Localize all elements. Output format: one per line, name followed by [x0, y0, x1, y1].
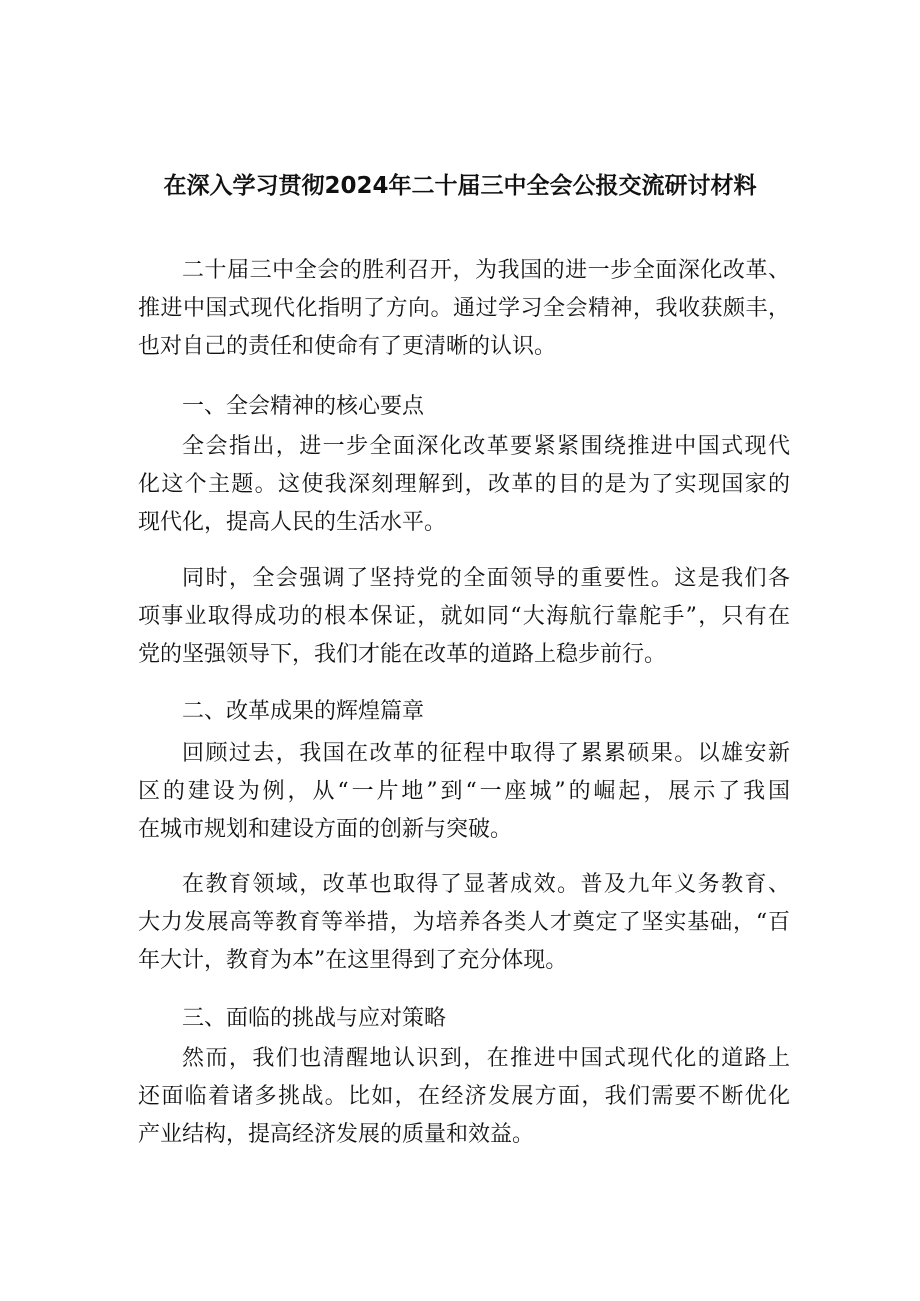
- paragraph-line: 党的坚强领导下，我们才能在改革的道路上稳步前行。: [138, 642, 667, 667]
- paragraph-5: [138, 1040, 790, 1154]
- paragraph-line: 回顾过去，我国在改革的征程中取得了累累硕果。以雄安新: [182, 741, 790, 766]
- paragraph-line: 也对自己的责任和使命有了更清晰的认识。: [138, 334, 557, 359]
- paragraph-line: 在教育领域，改革也取得了显著成效。普及九年义务教育、: [182, 872, 790, 897]
- paragraph-2: [138, 560, 790, 674]
- paragraph-line: 现代化，提高人民的生活水平。: [138, 510, 447, 535]
- document-title: 在深入学习贯彻2024年二十届三中全会公报交流研讨材料: [163, 173, 757, 199]
- paragraph-line: 项事业取得成功的根本保证，就如同“大海航行靠舵手”，只有在: [138, 604, 790, 629]
- paragraph-1: [138, 428, 790, 542]
- paragraph-line: 同时，全会强调了坚持党的全面领导的重要性。这是我们各: [182, 566, 790, 591]
- paragraph-intro: [138, 252, 790, 366]
- paragraph-line: 年大计，教育为本”在这里得到了充分体现。: [138, 948, 568, 973]
- paragraph-line: 产业结构，提高经济发展的质量和效益。: [138, 1122, 535, 1147]
- paragraph-line: 区的建设为例，从“一片地”到“一座城”的崛起，展示了我国: [138, 779, 790, 804]
- section-heading-1: 一、全会精神的核心要点: [182, 394, 425, 419]
- section-heading-3: 三、面临的挑战与应对策略: [182, 1006, 447, 1031]
- paragraph-line: 还面临着诸多挑战。比如，在经济发展方面，我们需要不断优化: [138, 1084, 790, 1109]
- paragraph-line: 二十届三中全会的胜利召开，为我国的进一步全面深化改革、: [182, 258, 790, 283]
- paragraph-line: 化这个主题。这使我深刻理解到，改革的目的是为了实现国家的: [138, 472, 790, 497]
- paragraph-line: 然而，我们也清醒地认识到，在推进中国式现代化的道路上: [182, 1046, 790, 1071]
- paragraph-line: 大力发展高等教育等举措，为培养各类人才奠定了坚实基础，“百: [138, 910, 790, 935]
- paragraph-3: [138, 735, 790, 849]
- paragraph-line: 在城市规划和建设方面的创新与突破。: [138, 817, 513, 842]
- section-heading-2: 二、改革成果的辉煌篇章: [182, 699, 425, 724]
- paragraph-line: 全会指出，进一步全面深化改革要紧紧围绕推进中国式现代: [182, 434, 790, 459]
- paragraph-4: [138, 866, 790, 980]
- paragraph-line: 推进中国式现代化指明了方向。通过学习全会精神，我收获颇丰，: [138, 296, 790, 321]
